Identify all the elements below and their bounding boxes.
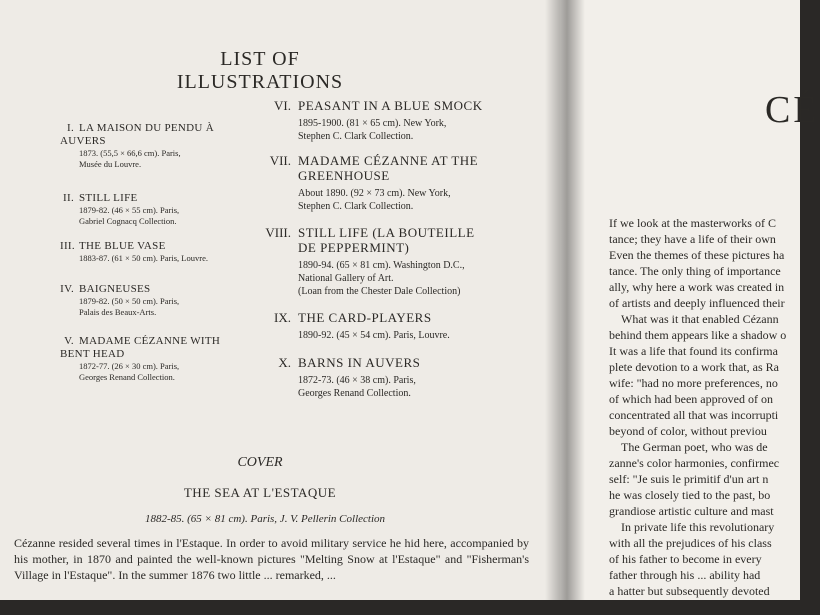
body-line: ally, why here a work was created in (609, 280, 785, 294)
illustration-detail: 1890-92. (45 × 54 cm). Paris, Louvre. (298, 330, 450, 341)
body-line: The German poet, who was de (621, 440, 768, 454)
illustration-detail: 1890-94. (65 × 81 cm). Washington D.C., (298, 260, 465, 271)
illustration-number: II. (63, 192, 74, 204)
illustration-item (60, 192, 240, 227)
body-line: of artists and deeply influenced their (609, 296, 785, 310)
illustration-detail: 1895-1900. (81 × 65 cm). New York, (298, 118, 447, 129)
illustration-detail: Georges Renand Collection. (79, 372, 175, 382)
chapter-title: CÉ (765, 89, 820, 131)
body-line: a hatter but subsequently devoted (609, 584, 770, 598)
body-line: If we look at the masterworks of C (609, 216, 776, 230)
illustration-detail: Georges Renand Collection. (298, 388, 411, 399)
illustration-number: V. (64, 335, 74, 347)
page-title: LIST OF ILLUSTRATIONS (176, 48, 344, 93)
body-line: wife: "had no more preferences, no (609, 376, 778, 390)
illustration-detail: Stephen C. Clark Collection. (298, 201, 414, 212)
illustration-title: BARNS IN AUVERS (298, 355, 421, 370)
illustration-item (255, 355, 495, 400)
illustration-detail: About 1890. (92 × 73 cm). New York, (298, 188, 451, 199)
illustration-detail: 1873. (55,5 × 66,6 cm). Paris, (79, 148, 181, 158)
body-line: grandiose artistic culture and mast (609, 504, 774, 518)
illustration-item (60, 122, 240, 170)
body-line: self: "Je suis le primitif d'un art n (609, 472, 769, 486)
illustration-item (60, 283, 240, 318)
illustration-title: MADAME CÉZANNE WITH BENT HEAD (60, 335, 221, 360)
body-line: In private life this revolutionary (621, 520, 775, 534)
illustration-number: X. (278, 355, 291, 370)
illustration-title: STILL LIFE (79, 192, 138, 204)
body-line: father through his ... ability had (609, 568, 761, 582)
body-line: he was closely tied to the past, bo (609, 488, 771, 502)
illustration-detail: 1883-87. (61 × 50 cm). Paris, Louvre. (79, 253, 208, 263)
illustration-title: THE BLUE VASE (79, 240, 166, 252)
cover-label: COVER (237, 455, 283, 470)
body-line: concentrated all that was incorrupti (609, 408, 779, 422)
illustration-detail: Stephen C. Clark Collection. (298, 131, 414, 142)
body-text (609, 215, 809, 615)
illustration-detail: Musée du Louvre. (79, 159, 142, 169)
body-line: of his father to become in every (609, 552, 762, 566)
illustration-title: MADAME CÉZANNE AT THE GREENHOUSE (298, 153, 479, 183)
illustration-detail: 1872-77. (26 × 30 cm). Paris, (79, 361, 180, 371)
illustration-detail: (Loan from the Chester Dale Collection) (298, 286, 461, 297)
illustration-detail: Gabriel Cognacq Collection. (79, 216, 177, 226)
illustration-item (255, 225, 495, 298)
illustration-item (255, 153, 495, 213)
body-line: What was it that enabled Cézann (621, 312, 779, 326)
body-line: of which had been approved of on (609, 392, 773, 406)
cover-meta: 1882-85. (65 × 81 cm). Paris, J. V. Pellerin Collection (144, 513, 386, 525)
illustration-title: LA MAISON DU PENDU À AUVERS (60, 122, 214, 147)
illustration-number: VIII. (265, 225, 291, 240)
illustration-number: IX. (274, 310, 291, 325)
body-line: tance. The only thing of importance (609, 264, 781, 278)
illustration-title: PEASANT IN A BLUE SMOCK (298, 98, 483, 113)
illustration-item (60, 240, 240, 264)
illustration-number: III. (60, 240, 75, 252)
illustration-item (60, 335, 240, 383)
body-line: behind them appears like a shadow o (609, 328, 787, 342)
body-line: Even the themes of these pictures ha (609, 248, 785, 262)
illustration-number: VII. (269, 153, 291, 168)
right-page (560, 0, 820, 614)
body-line: It was a life that found its confirma (609, 344, 778, 358)
illustration-number: IV. (60, 283, 74, 295)
illustration-title: BAIGNEUSES (79, 283, 151, 295)
illustration-number: I. (66, 122, 74, 134)
body-line: with all the prejudices of his class (609, 536, 772, 550)
illustration-title: THE CARD-PLAYERS (298, 310, 432, 325)
illustration-item (255, 98, 495, 143)
illustration-detail: 1879-82. (46 × 55 cm). Paris, (79, 205, 180, 215)
illustration-detail: Palais des Beaux-Arts. (79, 307, 157, 317)
cover-paragraph: Cézanne resided several times in l'Estaque. In order to avoid military service he hid here, accompanied by his mother, in 1870 and painted the well-known pictures "Melting Snow at l'Estaque" and "Fisherman's Village in l'Estaque". In the summer 1876 two little ... remarked, ... (14, 536, 529, 582)
body-line: beyond of color, without previou (609, 424, 767, 438)
cover-title: THE SEA AT L'ESTAQUE (183, 485, 337, 500)
body-line: f ... (609, 600, 625, 614)
illustration-detail: 1872-73. (46 × 38 cm). Paris, (298, 375, 416, 386)
illustration-item (255, 310, 495, 342)
illustration-title: STILL LIFE (LA BOUTEILLE DE PEPPERMINT) (298, 225, 475, 255)
body-line: tance; they have a life of their own (609, 232, 776, 246)
illustration-detail: National Gallery of Art. (298, 273, 394, 284)
illustration-detail: 1879-82. (50 × 50 cm). Paris, (79, 296, 180, 306)
body-line: zanne's color harmonies, confirmec (609, 456, 780, 470)
book-gutter (545, 0, 585, 600)
illustration-number: VI. (274, 98, 291, 113)
body-line: plete devotion to a work that, as Ra (609, 360, 779, 374)
cover-text (14, 535, 529, 583)
